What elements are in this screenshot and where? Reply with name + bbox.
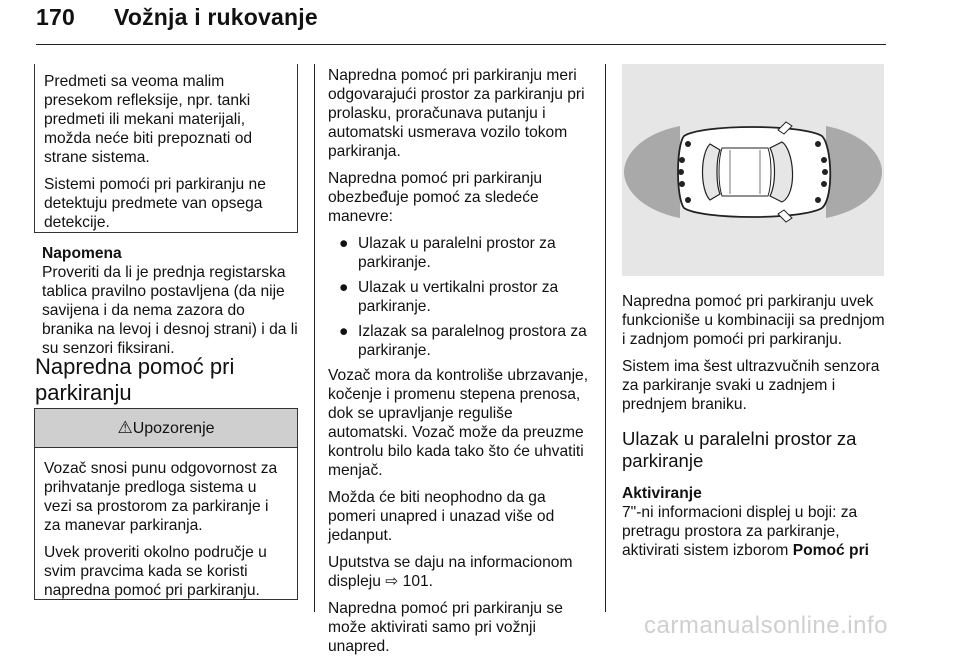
paragraph: Uputstva se daju na informacionom displeju ⇨ 101. bbox=[328, 554, 573, 590]
column-divider-1 bbox=[314, 64, 315, 612]
info-box bbox=[34, 64, 298, 233]
car-top-view-icon bbox=[622, 64, 884, 276]
chapter-title: Vožnja i rukovanje bbox=[114, 4, 318, 30]
column-3 bbox=[622, 292, 888, 568]
paragraph: 7"-ni informacioni displej u boji: za pretragu prostora za parkiranje, aktivirati sistem izborom Pomoć pri bbox=[622, 504, 869, 559]
warning-triangle-icon: ⚠ bbox=[117, 418, 133, 437]
watermark: carmanualsonline.info bbox=[644, 612, 888, 639]
header-rule bbox=[36, 44, 886, 45]
page-header bbox=[36, 4, 318, 31]
maneuver-list bbox=[328, 234, 594, 360]
warning-paragraph-1: Vozač snosi punu odgovornost za prihvatanje predloga sistema u vezi sa prostorom za parkiranje i za manevar parkiranja. bbox=[44, 460, 278, 534]
info-box-paragraph-1: Predmeti sa veoma malim presekom refleksije, npr. tanki predmeti ili mekani materijali, možda neće biti prepoznati od strane sistema. bbox=[44, 73, 253, 166]
warning-title: Upozorenje bbox=[132, 420, 215, 437]
paragraph: Vozač mora da kontroliše ubrzavanje, kočenje i promenu stepena prenosa, dok se upravljanje reguliše automatski. Vozač može da preuzme kontrolu bilo kada tako što će uhvatiti menjač. bbox=[328, 367, 589, 479]
paragraph: Možda će biti neophodno da ga pomeri unapred i unazad više od jedanput. bbox=[328, 489, 555, 544]
paragraph: Napredna pomoć pri parkiranju se može aktivirati samo pri vožnji unapred. bbox=[328, 600, 563, 655]
page-number: 170 bbox=[36, 4, 75, 30]
info-box-paragraph-2: Sistemi pomoći pri parkiranju ne detektuju predmete van opsega detekcije. bbox=[44, 176, 266, 231]
bullet-icon: ● bbox=[339, 323, 349, 340]
warning-header bbox=[35, 409, 297, 448]
page-reference-icon: ⇨ bbox=[385, 573, 399, 590]
paragraph: Napredna pomoć pri parkiranju meri odgovarajući prostor za parkiranju pri prolasku, proračunava putanju i automatski usmerava vozilo tokom parkiranja. bbox=[328, 67, 585, 160]
note-title: Napomena bbox=[42, 245, 122, 262]
subsection-heading: Ulazak u paralelni prostor za parkiranje bbox=[622, 428, 857, 471]
warning-paragraph-2: Uvek proveriti okolno područje u svim pravcima kada se koristi napredna pomoć pri parkiranju. bbox=[44, 544, 267, 599]
paragraph: Sistem ima šest ultrazvučnih senzora za parkiranje svaki u zadnjem i prednjem braniku. bbox=[622, 358, 880, 413]
column-2 bbox=[328, 66, 594, 664]
column-divider-2 bbox=[605, 64, 606, 612]
bullet-icon: ● bbox=[339, 279, 349, 296]
note-block bbox=[42, 244, 298, 358]
list-item: ● Izlazak sa paralelnog prostora za parkiranje. bbox=[339, 323, 587, 359]
paragraph: Napredna pomoć pri parkiranju obezbeđuje pomoć za sledeće manevre: bbox=[328, 170, 543, 225]
warning-box bbox=[34, 408, 298, 600]
bullet-icon: ● bbox=[339, 235, 349, 252]
list-item: ● Ulazak u paralelni prostor za parkiranje. bbox=[339, 235, 556, 271]
paragraph: Napredna pomoć pri parkiranju uvek funkcioniše u kombinaciji sa prednjom i zadnjom pomoći pri parkiranju. bbox=[622, 293, 885, 348]
list-item: ● Ulazak u vertikalni prostor za parkiranje. bbox=[339, 279, 559, 315]
activation-title: Aktiviranje bbox=[622, 485, 702, 502]
note-text: Proveriti da li je prednja registarska tablica pravilno postavljena (da nije savijena i da nema zazora do branika na levoj i desnoj strani) i da li su senzori fiksirani. bbox=[42, 264, 298, 357]
section-heading: Napredna pomoć pri parkiranju bbox=[35, 354, 235, 405]
page-reference[interactable]: 101. bbox=[402, 573, 434, 590]
car-sensor-figure bbox=[622, 64, 884, 276]
